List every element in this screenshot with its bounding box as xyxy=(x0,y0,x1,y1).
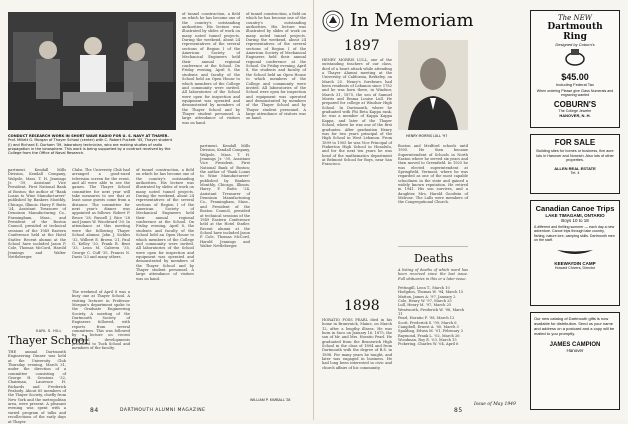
death-list-item: Scott, Frederick S. '99, March 6 xyxy=(398,320,457,325)
death-list-item: Pettingill, Leon T., March 10 xyxy=(398,286,450,290)
dartmouth-seal-icon xyxy=(322,10,344,32)
death-list-item: Pearl, Horatio F. '98, March 12 xyxy=(398,316,455,321)
death-list-item: Lull, Henry M. '97, March 25 xyxy=(398,303,452,308)
issue-label: Issue of May 1949 xyxy=(474,402,516,407)
column-4-text: partment. Kendall Mills Division, Kendall Company, Walpole, Mass. T. H. Jennings Jr. '39, Assistant Vice President, First National Bank of Boston; the author of "Bank Loans to Wine Manufacturers" published by Bankers Monthly, Chicago, Illinois. Harry F. Butts '24, Assistant Treasurer of Dennison Manufacturing Co., Framingham, Mass., and President of the Boston Council, presided at technical sessions of the 1949 Eastern Conference held at the Hotel Statler. Recent alumni at the School have included Jason P. Cole, Thomas McCord, Harold Jennings and Walter Nettleberger. xyxy=(200,144,250,248)
death-list-item: Hodgdon, Thomas W. '94, March 15 xyxy=(398,290,464,295)
henry-lull-portrait xyxy=(398,40,468,130)
obituary-1897-text: HENRY MORRIS LULL, one of the outstanding teachers of our class, died of a heart attack while attending a Thayer Alumni meeting at the University of California, Berkeley, on March 25. Henry's forebears had been residents of Lebanon since 1782 and he was born there, in Windsor, March 31, 1875, the son of Samuel Morris and Emma Louise Lull. He prepared for college at Windsor High School. In Dartmouth, where he graduated with Phi Beta Kappa rank, he was a member of Kappa Kappa Kappa, and later of the Thayer School, where he was one of the first graduates. After graduation Henry was for two years principal of the High School in West Lebanon. From 1899 to 1905 he was Vice Principal of Pinkerton High School in Honolulu, and for the next ten years he was head of the mathematics department at Belmont School for Boys, near San Francisco. xyxy=(322,58,392,167)
ring-ad-ring: Ring xyxy=(563,32,587,42)
canoe-ad-body: A different and thrilling summer — each day a new adventure. Canoe trips through lake country, fishing, nature lore, camping skills. Dartmouth men on the staff. xyxy=(534,225,615,243)
ring-ad-ordering: When ordering Please give Class Numerals and engraving wanted xyxy=(536,89,614,97)
portrait-caption: HENRY MORRIS LULL '97 xyxy=(406,134,448,138)
photo-caption-text: Prof. Millett G. Morgan of Thayer School (center) with C. Robert Puckett '45, Thayer student (l) and Richard E. Durham '39, laboratory technician, who are making studies of radio propagation in the ionosphere. This work is being supported by a contract received by the College from the Office of Naval Research. xyxy=(8,138,173,156)
column-4-top-text: of tunnel construction, a field on which he has become one of the country's outstanding authorities. His lecture was illustrated by slides of work on many noted tunnel projects. During the weekend, about 24 representatives of the several sections of Region I of the American Society of Mechanical Engineers held their annual regional conference at the School. On Friday evening, April 8, the students and faculty of the School held an Open House to which members of the College and community were invited. All laboratories of the School were open for inspection and equipment was operated and demonstrated by members of the Thayer School and by Thayer student personnel. A large attendance of visitors was on hand. xyxy=(246,12,306,121)
right-page xyxy=(314,0,628,420)
death-list-item: Cole, Henry W. '97, March 25 xyxy=(398,299,452,304)
for-sale-agent: ALLEN REAL ESTATE xyxy=(554,165,596,171)
ring-ad-tax: Including Federal Tax xyxy=(556,82,594,87)
canoe-trips-ad xyxy=(530,200,620,306)
photo-caption xyxy=(8,134,176,155)
death-list-item: Pickering, Charles W. '04, April 6 xyxy=(398,342,459,347)
campion-ad-body: Our new catalog of Dartmouth gifts is now available for distribution. Send us your name and address on a postcard and a copy will be mailed to you promptly. xyxy=(534,316,615,336)
column-1-bottom-text: THE annual Dartmouth Engineering Dinner was held at the University Club Thursday evening, March 31, under the direction of a committee consisting of George H. Sessions '32, Chairman, Laurence H. Richards and Frederick Peabody. About 65 members of the Thayer Society, chiefly from New York and the metropolitan area, were present. A pleasant evening was spent with a varied program of talks and recollections of the early days at Thayer. xyxy=(8,350,66,424)
ring-ad-store-sub: The College Jeweler xyxy=(558,109,592,113)
in-memoriam-heading: In Memoriam xyxy=(350,10,474,31)
column-3-top-text: of tunnel construction, a field on which he has become one of the country's outstanding authorities. His lecture was illustrated by slides of work on many noted tunnel projects. During the weekend, about 24 representatives of the several sections of Region I of the American Society of Mechanical Engineers held their annual regional conference at the School. On Friday evening, April 8, the students and faculty of the School held an Open House to which members of the College and community were invited. All laboratories of the School were open for inspection and equipment was operated and demonstrated by members of the Thayer School and by Thayer student personnel. A large attendance of visitors was on hand. xyxy=(182,12,240,125)
obituary-1898-text: HORATIO FOSS PEARL died in his home in Brunswick, Maine, on March 12, after a lengthy illness. He was born in Saco on January 16, 1875, the son of Mr. and Mrs. Horatio Pearl. He graduated from the Brunswick High School in the class of 1894 and from Dartmouth with the degree of B.S. in 1898. For many years he taught, and later was engaged in business. He had long been interested in civic and church affairs of his community. xyxy=(322,318,392,370)
death-list-item: Spalding, Edwin M. '01, February 3 xyxy=(398,329,463,334)
canoe-ad-ages: Boys 10 to 18 xyxy=(561,218,589,223)
column-4-signature: WILLIAM P. KIMBALL '28 xyxy=(250,398,291,402)
column-2-text: Clubs. The University Club had arranged a good-sized television screen for the event, and all were able to see the games. The Thayer School committee for next year will take measures to see that at least some guests come from a distance. The committee for next year's dinner was appointed as follows: Robert P. Bruce '28, Russell J. Rice '28 and James W. Woodward '30. In attendance at this meeting were the following Thayer School alumni: John J. Sickles '32, Wilbert E. Brown '21, Paul G. Kelley '20, Frank B. Bent '33, Leon M. Cabrera '35, George C. Cuff '35, Francis N. Davis '23 and many others. xyxy=(72,168,130,259)
for-sale-phone: Tel. 4 xyxy=(570,170,580,175)
deaths-heading: Deaths xyxy=(414,252,454,265)
column-1-signature: KARL S. HILL xyxy=(36,329,62,333)
column-2-bottom-text: The weekend of April 8 was a busy one at Thayer School. A visiting lecturer in Professor Morgan's department spoke to the Graduate Engineering Society. A meeting of the Dartmouth Society of Engineers followed, with reports from several committees. This was followed by a lecture on recent industrial developments presented to Tuck School and members of the faculty. xyxy=(72,290,130,351)
left-folio-number: 84 xyxy=(90,407,99,414)
photo-figures xyxy=(8,12,176,130)
death-list-item: Wentworth, Frederick W. '98, March 11 xyxy=(398,307,465,317)
ring-ad-designed: Designed by Coburn's xyxy=(555,42,595,47)
portrait-figure xyxy=(398,40,468,130)
death-list-item: Mattox, James A. '97, January 2 xyxy=(398,294,456,299)
death-list-item: Raymond, Frank L. '02, March 26 xyxy=(398,333,460,338)
deaths-list xyxy=(398,286,468,398)
right-folio-number: 85 xyxy=(454,407,463,414)
campion-catalog-ad xyxy=(530,312,620,410)
for-sale-body: Building sites for homes or business, five acre lots in Hanover and Norwich. Also lots of other properties. xyxy=(536,149,614,163)
year-1897-heading: 1897 xyxy=(344,38,380,54)
for-sale-ad xyxy=(530,134,620,194)
ring-ad-name: Dartmouth xyxy=(547,22,603,32)
ring-ad-price: $45.00 xyxy=(561,72,589,82)
obituary-1897-continued: Boston and Medford schools until 1905. He then became Superintendent of Schools in North Easton where he served six years and then moved to Greenfield. In 1925 he was elected superintendent at Springfield, Vermont, where he was regarded as one of the most capable schoolmen in the state and gained a widely known reputation. He retired in 1941. His son survives, and a daughter, Mrs. Harold Goodwin of Melrose. The Lulls were members of the Congregational Church. xyxy=(398,144,468,205)
column-1-text: partment. Kendall Mills Division, Kendall Company, Walpole, Mass. T. H. Jennings Jr. '39, Assistant Vice President, First National Bank of Boston; the author of "Bank Loans to Wine Manufacturers" published by Bankers Monthly, Chicago, Illinois. Harry F. Butts '24, Assistant Treasurer of Dennison Manufacturing Co., Framingham, Mass., and President of the Boston Council, presided at technical sessions of the 1949 Eastern Conference held at the Hotel Statler. Recent alumni at the School have included Jason P. Cole, Thomas McCord, Harold Jennings and Walter Nettleberger. xyxy=(8,168,66,259)
left-folio-title: DARTMOUTH ALUMNI MAGAZINE xyxy=(120,408,206,413)
campion-ad-town: Hanover xyxy=(566,348,584,353)
column-3-text: of tunnel construction, a field on which he has become one of the country's outstanding authorities. His lecture was illustrated by slides of work on many noted tunnel projects. During the weekend, about 24 representatives of the several sections of Region I of the American Society of Mechanical Engineers held their annual regional conference at the School. On Friday evening, April 8, the students and faculty of the School held an Open House to which members of the College and community were invited. All laboratories of the School were open for inspection and equipment was operated and demonstrated by members of the Thayer School and by Thayer student personnel. A large attendance of visitors was on hand. xyxy=(136,168,194,281)
death-list-item: Woodman, Roy E. '03, March 15 xyxy=(398,338,457,343)
ring-ad-store: COBURN'S xyxy=(553,100,597,109)
ring-ad-town: HANOVER, N. H. xyxy=(559,113,591,118)
canoe-ad-director: Howard Chivers, Director xyxy=(554,265,596,270)
year-1898-heading: 1898 xyxy=(344,298,380,314)
ring-ad-the-new: The NEW xyxy=(558,14,592,22)
deaths-divider xyxy=(398,246,468,247)
canoe-ad-location: LAKE TIMAGAMI, ONTARIO xyxy=(545,213,605,218)
deaths-intro: A listing of deaths of which word has been received since the last issue. Full obituaries in this or a later issue. xyxy=(398,268,468,281)
thayer-school-heading: Thayer School xyxy=(8,334,89,347)
photo-caption-bold: CONDUCT RESEARCH WORK IN SHORT WAVE RADIO FOR U. S. NAVY AT THAYER. xyxy=(8,134,169,138)
dartmouth-ring-ad xyxy=(530,10,620,128)
for-sale-title: FOR SALE xyxy=(554,138,596,147)
thayer-research-photo xyxy=(8,12,176,130)
death-list-item: Campbell, Ernest A. '00, March 3 xyxy=(398,325,459,330)
ring-icon xyxy=(563,47,587,67)
canoe-ad-camp: KEEWAYDIN CAMP xyxy=(554,260,596,266)
canoe-icon xyxy=(555,244,595,256)
campion-ad-name: JAMES CAMPION xyxy=(549,342,601,348)
canoe-ad-title: Canadian Canoe Trips xyxy=(535,204,615,213)
